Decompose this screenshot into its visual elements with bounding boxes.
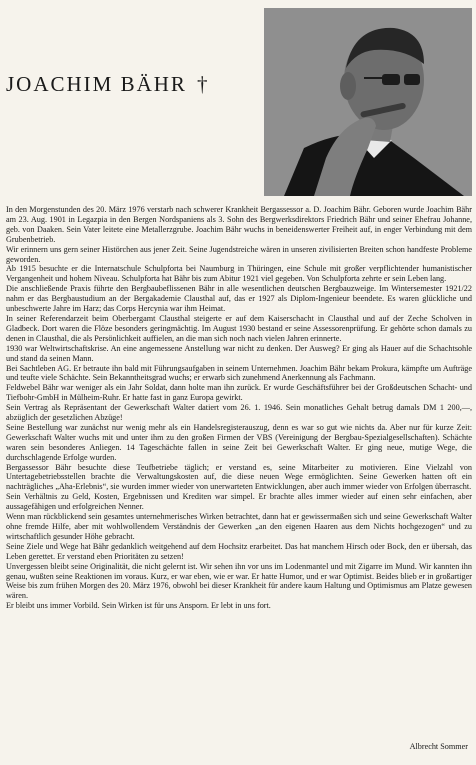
obituary-title [6,72,209,97]
body-paragraph: In seiner Referendarzeit beim Oberbergamt Clausthal steigerte er auf dem Kaiserschacht in Clausthal und auf der Zeche Scholven in Gladbeck. Dort waren die Flöze besonders geringmächtig. Im August 1930 bestand er seine Assessorenprüfung. Er gehörte schon damals zu denen in Clausthal, die als Persönlichkeit auffielen, an die man sich noch nach vielen Jahren erinnerte. [6,313,472,343]
body-paragraph: Wir erinnern uns gern seiner Histörchen aus jener Zeit. Seine Jugendstreiche wären in unseren zivilisierten Breiten schon handfeste Probleme geworden. [6,244,472,264]
body-paragraph: Bei Sachtleben AG. Er betraute ihn bald mit Führungsaufgaben in seinem Unternehmen. Joachim Bähr bekam Prokura, kämpfte um Aufträge und teufte viele Schächte. Sein Bekanntheitsgrad wuchs; er erwarb sich zunehmend Anerkennung als Fachmann. [6,363,472,383]
body-paragraph: Die anschließende Praxis führte den Bergbaubeflissenen Bähr in alle wesentlichen deutschen Bergbauzweige. Im Wintersemester 1921/22 nahm er das Bergbaustudium an der Bergakademie Clausthal auf, das er 1927 als Diplom-Ingenieur beendete. Es waren glückliche und unbeschwerte Jahre im Harz; das Corps Hercynia war ihm Heimat. [6,284,472,314]
obituary-body [6,205,472,611]
body-paragraph: Er bleibt uns immer Vorbild. Sein Wirken ist für uns Ansporn. Er lebt in uns fort. [6,601,271,611]
portrait-illustration [264,8,472,196]
body-paragraph: Ab 1915 besuchte er die Internatschule Schulpforta bei Naumburg in Thüringen, eine Schule mit großer verpflichtender humanistischer Vergangenheit und hohem Niveau. Schulpforta hat Bähr bis zum Abitur 1921 viel gegeben. Von Schulpforta zehrte er sein Leben lang. [6,264,472,284]
body-paragraph: Sein Verhältnis zu Geld, Kosten, Ergebnissen und Krediten war simpel. Er brachte alles immer wieder auf einen sehr einfachen, aber aussagefähigen und erfolgreichen Nenner. [6,492,472,512]
body-paragraph: Sein Vertrag als Repräsentant der Gewerkschaft Walter datiert vom 26. 1. 1946. Sein monatliches Gehalt betrug damals DM 1 200,—, abzüglich der gesetzlichen Abzüge! [6,403,472,423]
body-paragraph: Unvergessen bleibt seine Originalität, die nicht gelernt ist. Wir sehen ihn vor uns im Lodenmantel und mit Zigarre im Mund. Wir kannten ihn genau, wußten seine Reaktionen im voraus. Kurz, er war eben, wie er war. Er hatte Humor, und er war Optimist. Beides blieb er in großartiger Weise bis zum frühen Morgen des 20. März 1976, obwohl bei dieser Krankheit für andere kaum Haltung und Optimismus am Platze gewesen wären. [6,561,472,601]
body-paragraph: 1930 war Weltwirtschaftskrise. An eine angemessene Anstellung war nicht zu denken. Der Ausweg? Er ging als Hauer auf die Schachtsohle und stand da seinen Mann. [6,343,472,363]
body-paragraph: Feldwebel Bähr war weniger als ein Jahr Soldat, dann holte man ihn zurück. Er wurde Geschäftsführer bei der Großdeutschen Schacht- und Tiefbohr-GmbH in Mülheim-Ruhr. Er hatte fast in ganz Europa gewirkt. [6,383,472,403]
body-paragraph: Bergassessor Bähr besuchte diese Teufbetriebe täglich; er verstand es, seine Mitarbeiter zu motivieren. Eine Vielzahl von Untertagebetriebsstellen brachte die Verwaltungskosten auf, die diese neuen Wege ermöglichten. Seine Gewerken hatten oft ein nachträgliches „Aha-Erlebnis“, sie wurden immer wieder von unerwarteten Entwicklungen, aber auch immer wieder von Erfolgen überrascht. [6,462,472,492]
body-paragraph: Seine Bestellung war zunächst nur wenig mehr als ein Handelsregisterauszug, denn es war so gut wie nichts da. Aber nur für kurze Zeit: Gewerkschaft Walter wuchs mit und unter ihm zu den großen Firmen der VBS (Vereinigung der Bergbau-Spezialgesellschaften). Schächte waren sein besonderes Anliegen. 14 Tageschächte fallen in seine Zeit bei Gewerkschaft Walter. Er ging neue, mutige Wege, die durchschlagende Erfolge wurden. [6,422,472,462]
body-paragraph: Wenn man rückblickend sein gesamtes unternehmerisches Wirken betrachtet, dann hat er gewissermaßen sich und seine Gewerkschaft Walter ohne fremde Hilfe, aber mit wohlwollendem Verständnis der Gewerken „an den eigenen Haaren aus dem Nichts hochgezogen“ und zu wirtschaftlich gesunder Höhe gebracht. [6,512,472,541]
author-signature: Albrecht Sommer [409,742,468,751]
body-paragraph: Seine Ziele und Wege hat Bähr gedanklich weitgehend auf dem Hochsitz erarbeitet. Das hat manchem Hirsch oder Bock, den er übersah, das Leben gerettet. Er verstand eben Prioritäten zu setzen! [6,541,472,561]
deceased-name: JOACHIM BÄHR [6,72,187,96]
cross-symbol: † [196,72,210,96]
portrait-photo [264,8,472,196]
body-paragraph: In den Morgenstunden des 20. März 1976 verstarb nach schwerer Krankheit Bergassessor a. D. Joachim Bähr. Geboren wurde Joachim Bähr am 23. Aug. 1901 in Legazpia in den Bergen Nordspaniens als 3. Sohn des Bergwerksdirektors Friedrich Bähr und seiner Ehefrau Johanne, geb. von Daaken. Sein Vater leitete eine Metallerzgrube. Joachim Bähr wuchs in beneidenswerter Freiheit auf, in enger Verbindung mit dem Grubenbetrieb. [6,205,472,244]
